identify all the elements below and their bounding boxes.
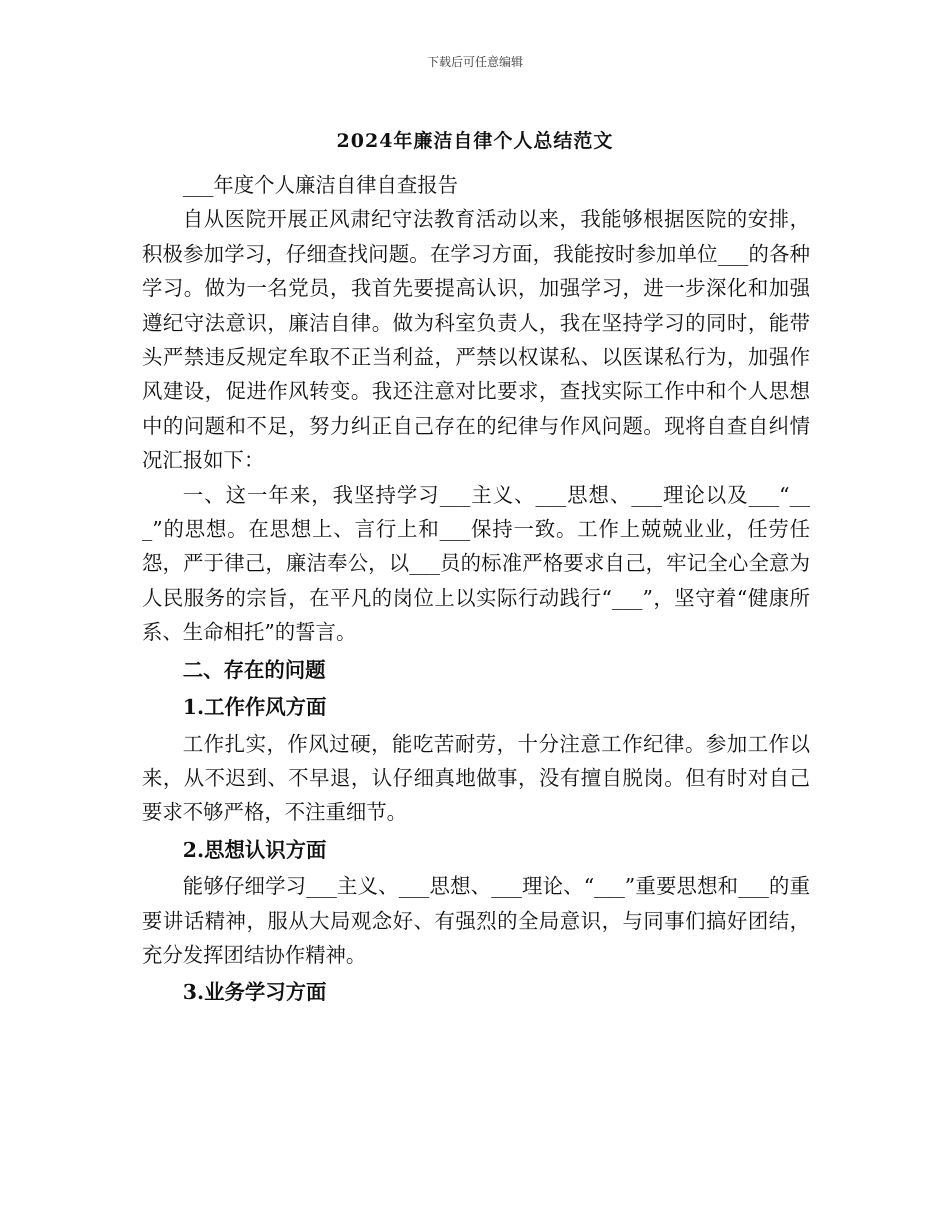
document-title: 2024年廉洁自律个人总结范文: [336, 130, 614, 152]
document-body: [142, 168, 810, 1010]
paragraph-intro: 自从医院开展正风肃纪守法教育活动以来，我能够根据医院的安排，积极参加学习，仔细查找问题。在学习方面，我能按时参加单位___的各种学习。做为一名党员，我首先要提高认识，加强学习，进一步深化和加强遵纪守法意识，廉洁自律。做为科室负责人，我在坚持学习的同时，能带头严禁违反规定牟取不正当利益，严禁以权谋私、以医谋私行为，加强作风建设，促进作风转变。我还注意对比要求，查找实际工作中和个人思想中的问题和不足，努力纠正自己存在的纪律与作风问题。现将自查自纠情况汇报如下：: [142, 207, 810, 473]
heading-business-study: 3.业务学习方面: [182, 980, 327, 1005]
paragraph-section-one: 一、这一年来，我坚持学习___主义、___思想、___理论以及___“___”的思想。在思想上、言行上和___保持一致。工作上兢兢业业，任劳任怨，严于律己，廉洁奉公，以___员的标准严格要求自己，牢记全心全意为人民服务的宗旨，在平凡的岗位上以实际行动践行“___”，坚守着“健康所系、生命相托”的誓言。: [142, 482, 810, 645]
heading-ideology: 2.思想认识方面: [182, 837, 327, 862]
paragraph-work-style: 工作扎实，作风过硬，能吃苦耐劳，十分注意工作纪律。参加工作以来，从不迟到、不早退，认仔细真地做事，没有擅自脱岗。但有时对自己要求不够严格，不注重细节。: [142, 731, 810, 825]
heading-work-style: 1.工作作风方面: [182, 695, 327, 720]
paragraph-report-title: ___年度个人廉洁自律自查报告: [182, 173, 459, 197]
heading-problems: 二、存在的问题: [182, 657, 326, 682]
page-header: 下载后可任意编辑: [426, 55, 523, 69]
paragraph-ideology: 能够仔细学习___主义、___思想、___理论、“___”重要思想和___的重要讲话精神，服从大局观念好、有强烈的全局意识，与同事们搞好团结，充分发挥团结协作精神。: [142, 874, 810, 967]
